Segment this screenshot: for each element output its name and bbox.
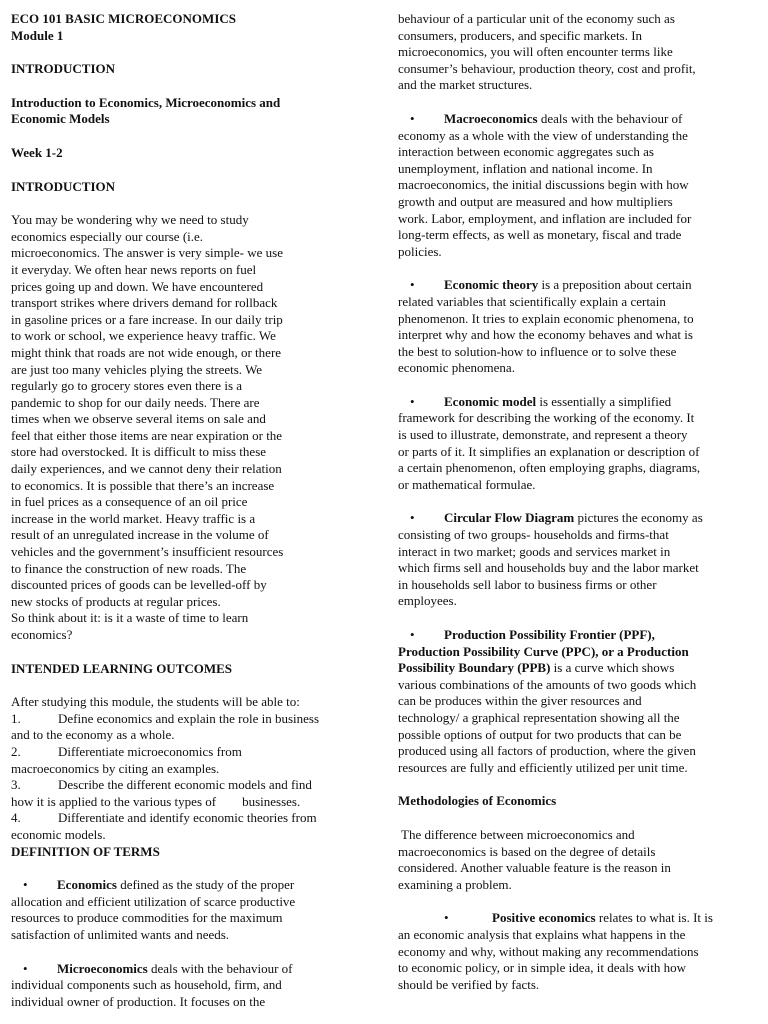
definition-economic-theory — [398, 277, 760, 377]
outcome-item — [11, 744, 371, 777]
definition-text: defined as the study of the proper — [116, 877, 295, 893]
outcome-number: 1. — [11, 710, 21, 726]
bullet-icon: • — [444, 910, 449, 926]
ilo-intro: After studying this module, the students will be able to: — [11, 694, 300, 710]
definition-ppf — [398, 627, 760, 776]
bullet-icon: • — [410, 277, 415, 293]
definition-text: and the market structures. — [398, 77, 533, 93]
term-microeconomics: Microeconomics — [57, 960, 148, 976]
definition-text: various combinations of the amounts of two goods which — [398, 676, 697, 692]
outcome-text: Describe the different economic models and find — [58, 777, 312, 793]
definition-text: is a preposition about certain — [538, 277, 692, 293]
term-economic-model: Economic model — [444, 393, 537, 409]
intro-line: microeconomics. The answer is very simple- we use — [11, 245, 283, 261]
intro-line: discounted prices of goods can be levelled-off by — [11, 577, 267, 593]
outcome-text: Differentiate microeconomics from — [58, 743, 242, 759]
intro-line: economics? — [11, 627, 73, 642]
definition-text: satisfaction of unlimited wants and needs. — [11, 926, 230, 942]
definition-economics — [11, 877, 371, 943]
outcome-item — [11, 777, 371, 810]
outcome-item — [11, 810, 371, 843]
intro-line: to finance the construction of new roads. The — [11, 560, 247, 576]
intro-line: in gasoline prices or a fare increase. In our daily trip — [11, 311, 283, 327]
definition-text: the best to solution-how to influence or to solve these — [398, 343, 677, 359]
definition-text: resources to produce commodities for the maximum — [11, 910, 283, 926]
definition-text: growth and output are measured and how multipliers — [398, 193, 673, 209]
definition-text: individual components such as household, firm, and — [11, 977, 282, 993]
subtitle-line-1: Introduction to Economics, Microeconomics and — [11, 94, 281, 110]
definition-text: deals with the behaviour of — [537, 110, 683, 126]
definition-text: pictures the economy as — [574, 510, 703, 526]
term-macroeconomics: Macroeconomics — [444, 110, 538, 126]
definition-text: can be produces within the giver resources and — [398, 693, 642, 709]
definition-text: resources are fully and efficiently utilized per unit time. — [398, 759, 688, 775]
definition-text: produced using all factors of production, where the given — [398, 743, 696, 759]
definition-text: related variables that scientifically explain a certain — [398, 293, 666, 309]
outcome-text: macroeconomics by citing an examples. — [11, 760, 220, 776]
right-column — [398, 0, 760, 993]
outcome-text: economic models. — [11, 826, 106, 842]
definition-text: is a curve which shows — [550, 660, 675, 676]
bullet-icon: • — [410, 110, 415, 126]
methodologies-heading: Methodologies of Economics — [398, 793, 557, 809]
bullet-icon: • — [410, 627, 415, 642]
microeconomics-continued — [398, 11, 760, 94]
left-column — [11, 0, 371, 1010]
definition-microeconomics — [11, 961, 371, 1011]
definition-text: consumer’s behaviour, production theory, cost and profit, — [398, 60, 696, 76]
definition-text: possible options of output for two products that can be — [398, 726, 682, 742]
definition-text: interpret why and how the economy behaves and what is — [398, 327, 693, 343]
definition-text: policies. — [398, 243, 442, 259]
definition-text: employees. — [398, 593, 457, 609]
term-circular-flow-diagram: Circular Flow Diagram — [444, 510, 575, 526]
definition-heading: DEFINITION OF TERMS — [11, 843, 160, 859]
intro-line: result of an unregulated increase in the volume of — [11, 527, 269, 543]
introduction-heading: INTRODUCTION — [11, 61, 116, 77]
intro-line: are just too many vehicles plying the streets. We — [11, 361, 263, 377]
intro-line: increase in the world market. Heavy traffic is a — [11, 510, 256, 526]
bullet-icon: • — [410, 510, 415, 526]
week-label: Week 1-2 — [11, 144, 63, 160]
outcome-item — [11, 711, 371, 744]
definition-text: in households sell labor to business firms or other — [398, 576, 657, 592]
definition-text: unemployment, inflation and national income. In — [398, 160, 653, 176]
definition-text: economic phenomena. — [398, 360, 515, 376]
intro-line: it everyday. We often hear news reports on fuel — [11, 261, 257, 277]
intro-line: to work or school, we experience heavy traffic. We — [11, 328, 276, 344]
definition-text: an economic analysis that explains what happens in the — [398, 926, 686, 942]
definition-macroeconomics — [398, 111, 760, 260]
outcome-text: and to the economy as a whole. — [11, 727, 175, 743]
outcome-number: 4. — [11, 810, 21, 826]
paragraph-text: considered. Another valuable feature is the reason in — [398, 860, 671, 876]
intro-line: vehicles and the government’s insufficient resources — [11, 544, 284, 560]
definition-text: should be verified by facts. — [398, 976, 540, 992]
intro-line: might think that roads are not wide enough, or there — [11, 344, 282, 360]
paragraph-text: examining a problem. — [398, 876, 512, 892]
outcome-text: Differentiate and identify economic theories from — [58, 810, 317, 826]
intro-line: prices going up and down. We have encountered — [11, 278, 264, 294]
intro-line: times when we observe several items on sale and — [11, 411, 266, 427]
definition-text: interaction between economic aggregates such as — [398, 144, 654, 160]
intro-line: in fuel prices as a consequence of an oil price — [11, 494, 248, 510]
definition-text: relates to what is. It is — [595, 910, 713, 926]
definition-text: or parts of it. It simplifies an explanation or description of — [398, 443, 700, 459]
intro-line: daily experiences, and we cannot deny their relation — [11, 461, 282, 477]
definition-text: consumers, producers, and specific markets. In — [398, 27, 643, 43]
ilo-heading: INTENDED LEARNING OUTCOMES — [11, 660, 233, 676]
definition-text: to economic policy, or in simple idea, it deals with how — [398, 960, 686, 976]
definition-text: allocation and efficient utilization of scarce productive — [11, 893, 296, 909]
outcome-text: Define economics and explain the role in business — [58, 710, 320, 726]
subtitle-line-2: Economic Models — [11, 111, 110, 127]
definition-text: long-term effects, as well as monetary, fiscal and trade — [398, 227, 682, 243]
outcome-text: how it is applied to the various types of businesses. — [11, 793, 301, 809]
bullet-icon: • — [410, 393, 415, 409]
definition-text: technology/ a graphical representation showing all the — [398, 709, 680, 725]
definition-text: a certain phenomenon, often employing graphs, diagrams, — [398, 460, 701, 476]
intro-line: pandemic to shop for our daily needs. There are — [11, 394, 260, 410]
term-ppc: Production Possibility Curve (PPC), or a Production — [398, 643, 689, 659]
paragraph-text: The difference between microeconomics and — [398, 826, 635, 842]
definition-text: is used to illustrate, demonstrate, and represent a theory — [398, 427, 688, 443]
module-label: Module 1 — [11, 27, 64, 43]
intro-line: feel that either those items are near expiration or the — [11, 427, 283, 443]
bullet-icon: • — [23, 960, 28, 976]
intro-line: to economics. It is possible that there’s an increase — [11, 477, 275, 493]
definition-text: economy and why, without making any recommendations — [398, 943, 699, 959]
definition-text: interact in two market; goods and services market in — [398, 543, 671, 559]
definition-text: economy as a whole with the view of understanding the — [398, 127, 688, 143]
paragraph-text: macroeconomics is based on the degree of details — [398, 843, 656, 859]
term-positive-economics: Positive economics — [492, 910, 596, 926]
definition-text: or mathematical formulae. — [398, 476, 536, 492]
outcome-number: 2. — [11, 743, 21, 759]
intro-line: store had overstocked. It is difficult to miss these — [11, 444, 267, 460]
definition-circular-flow-diagram — [398, 510, 760, 610]
definition-text: work. Labor, employment, and inflation are included for — [398, 210, 692, 226]
intro-line: You may be wondering why we need to study — [11, 212, 249, 228]
intro-paragraph — [11, 212, 371, 643]
term-ppf: Production Possibility Frontier (PPF), — [444, 627, 655, 642]
definition-economic-model — [398, 394, 760, 494]
intro-line: regularly go to grocery stores even there is a — [11, 378, 243, 394]
definition-text: which firms sell and households buy and the labor market — [398, 560, 699, 576]
outcome-number: 3. — [11, 777, 21, 793]
definition-text: phenomenon. It tries to explain economic phenomena, to — [398, 310, 694, 326]
definition-positive-economics — [398, 910, 760, 993]
definition-text: behaviour of a particular unit of the economy such as — [398, 11, 675, 26]
term-ppb: Possibility Boundary (PPB) — [398, 660, 551, 676]
course-title: ECO 101 BASIC MICROECONOMICS — [11, 11, 236, 26]
definition-text: macroeconomics, the initial discussions begin with how — [398, 177, 689, 193]
intro-line: So think about it: is it a waste of time to learn — [11, 610, 249, 626]
definition-text: microeconomics, you will often encounter terms like — [398, 44, 673, 60]
definition-text: individual owner of production. It focuses on the — [11, 993, 266, 1009]
methodologies-paragraph — [398, 827, 760, 893]
introduction-heading-2: INTRODUCTION — [11, 178, 116, 194]
definition-text: consisting of two groups- households and firms-that — [398, 527, 669, 543]
bullet-icon: • — [23, 877, 28, 893]
term-economic-theory: Economic theory — [444, 277, 539, 293]
intro-line: transport strikes where drivers demand for rollback — [11, 295, 278, 311]
term-economics: Economics — [57, 877, 117, 893]
intro-line: economics especially our course (i.e. — [11, 228, 204, 244]
definition-text: framework for describing the working of the economy. It — [398, 410, 695, 426]
definition-text: is essentially a simplified — [536, 393, 672, 409]
definition-text: deals with the behaviour of — [147, 960, 293, 976]
intro-line: new stocks of products at regular prices. — [11, 593, 221, 609]
